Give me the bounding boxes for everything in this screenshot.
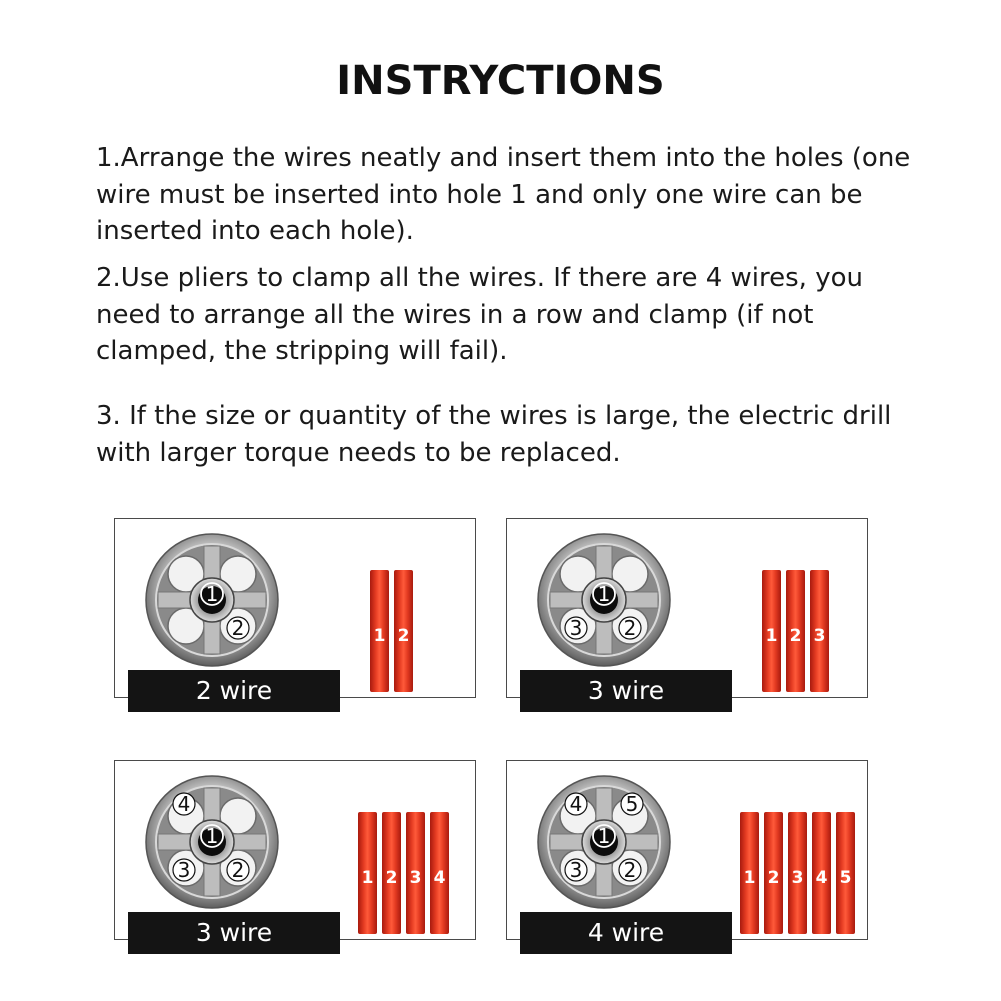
wire-number-label: 2 xyxy=(397,626,410,646)
wire xyxy=(762,570,781,692)
wire-number-label: 4 xyxy=(433,868,446,888)
stripper-wheel-icon xyxy=(144,774,280,910)
wire-number-label: 3 xyxy=(813,626,826,646)
panel-label: 3 wire xyxy=(520,670,732,712)
wire-number-label: 1 xyxy=(743,868,756,888)
wire-number-label: 5 xyxy=(839,868,852,888)
instruction-step-1: 1.Arrange the wires neatly and insert them into the holes (one wire must be inserted into hole 1 and only one wire can be inserted into each hole). xyxy=(96,143,911,246)
panel-label: 3 wire xyxy=(128,912,340,954)
hole-number-label: 2 xyxy=(623,858,637,882)
hole-number-label: 1 xyxy=(597,824,611,848)
wire-number-label: 4 xyxy=(815,868,828,888)
wire-number-label: 2 xyxy=(767,868,780,888)
wire-number-label: 1 xyxy=(765,626,778,646)
wire xyxy=(810,570,829,692)
wire-number-label: 2 xyxy=(789,626,802,646)
wire-diagram-panel xyxy=(506,760,868,947)
wire xyxy=(358,812,377,934)
stripper-wheel-icon xyxy=(536,774,672,910)
wire-diagram-panel xyxy=(114,760,476,947)
hole-number-label: 3 xyxy=(177,858,191,882)
panel-label: 4 wire xyxy=(520,912,732,954)
stripper-wheel-icon xyxy=(536,532,672,668)
hole-number-label: 1 xyxy=(205,582,219,606)
hole-number-label: 2 xyxy=(231,616,245,640)
wire xyxy=(394,570,413,692)
wire-number-label: 1 xyxy=(361,868,374,888)
wire xyxy=(764,812,783,934)
hole-number-label: 3 xyxy=(569,858,583,882)
hole-number-label: 5 xyxy=(625,792,639,816)
hole-number-label: 2 xyxy=(623,616,637,640)
wire-number-label: 3 xyxy=(791,868,804,888)
hole-number-label: 2 xyxy=(231,858,245,882)
wire-number-label: 1 xyxy=(373,626,386,646)
instruction-step-2: 2.Use pliers to clamp all the wires. If there are 4 wires, you need to arrange all the wires in a row and clamp (if not clamped, the stripping will fail). xyxy=(96,263,863,366)
wire xyxy=(430,812,449,934)
hole-number-label: 1 xyxy=(597,582,611,606)
page-title: INSTRYCTIONS xyxy=(336,58,665,104)
wire xyxy=(382,812,401,934)
wire-diagram-panel xyxy=(506,518,868,705)
hole-number-label: 4 xyxy=(569,792,583,816)
wire xyxy=(370,570,389,692)
wire-number-label: 2 xyxy=(385,868,398,888)
stripper-wheel-icon xyxy=(144,532,280,668)
wire-diagram-panel xyxy=(114,518,476,705)
hole-number-label: 4 xyxy=(177,792,191,816)
wire-number-label: 3 xyxy=(409,868,422,888)
hole-number-label: 1 xyxy=(205,824,219,848)
wire xyxy=(786,570,805,692)
wire xyxy=(836,812,855,934)
wire xyxy=(788,812,807,934)
instruction-step-3: 3. If the size or quantity of the wires is large, the electric drill with larger torque needs to be replaced. xyxy=(96,401,892,468)
hole-number-label: 3 xyxy=(569,616,583,640)
wire xyxy=(406,812,425,934)
wire xyxy=(740,812,759,934)
wire xyxy=(812,812,831,934)
panel-label: 2 wire xyxy=(128,670,340,712)
